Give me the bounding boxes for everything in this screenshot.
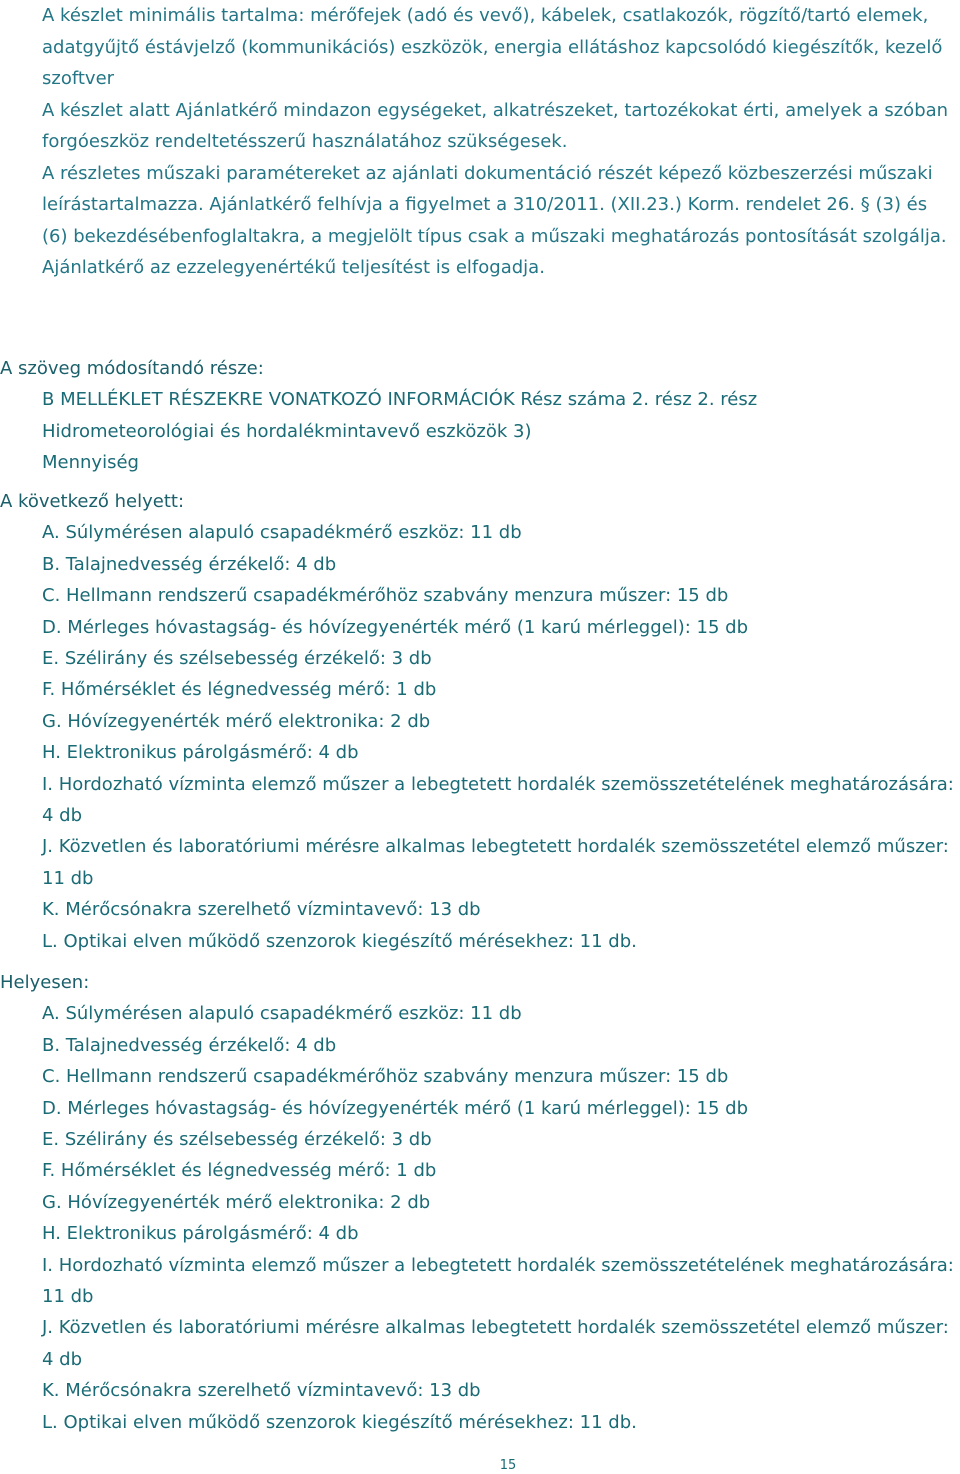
list-item: L. Optikai elven működő szenzorok kiegészítő mérésekhez: 11 db.	[42, 1411, 637, 1433]
correct-heading: Helyesen:	[0, 972, 90, 993]
list-item: A. Súlymérésen alapuló csapadékmérő eszköz: 11 db	[42, 1003, 522, 1025]
page-number: 15	[499, 1458, 517, 1473]
list-item: K. Mérőcsónakra szerelhető vízmintavevő: 13 db	[42, 1380, 481, 1402]
intro-paragraph-2: A készlet alatt Ajánlatkérő mindazon egységeket, alkatrészeket, tartozékokat érti, amelyek a szóban forgóeszköz rendeltetésszerű használatához szükségesek.	[42, 99, 949, 152]
instead-of-section	[0, 486, 960, 957]
modification-line-1: B MELLÉKLET RÉSZEKRE VONATKOZÓ INFORMÁCIÓK Rész száma 2. rész 2. rész	[42, 389, 758, 411]
intro-text	[42, 0, 958, 284]
list-item: F. Hőmérséklet és légnedvesség mérő: 1 db	[42, 1160, 437, 1182]
list-item: D. Mérleges hóvastagság- és hóvízegyenérték mérő (1 karú mérleggel): 15 db	[42, 616, 749, 638]
list-item: C. Hellmann rendszerű csapadékmérőhöz szabvány menzura műszer: 15 db	[42, 1066, 729, 1088]
list-item: G. Hóvízegyenérték mérő elektronika: 2 db	[42, 710, 431, 732]
list-item: C. Hellmann rendszerű csapadékmérőhöz szabvány menzura műszer: 15 db	[42, 585, 729, 607]
list-item: I. Hordozható vízminta elemző műszer a lebegtetett hordalék szemösszetételének meghatározására: 4 db	[42, 773, 954, 827]
intro-paragraph-1: A készlet minimális tartalma: mérőfejek (adó és vevő), kábelek, csatlakozók, rögzítő/tartó elemek, adatgyűjtő éstávjelző (kommunikációs) eszközök, energia ellátáshoz kapcsolódó kiegészítők, kezelő szoftver	[42, 5, 943, 89]
list-item: B. Talajnedvesség érzékelő: 4 db	[42, 1034, 337, 1056]
correct-list	[0, 998, 960, 1438]
list-item: A. Súlymérésen alapuló csapadékmérő eszköz: 11 db	[42, 522, 522, 544]
instead-of-list	[0, 517, 960, 957]
list-item: B. Talajnedvesség érzékelő: 4 db	[42, 553, 337, 575]
intro-paragraph-3: A részletes műszaki paramétereket az ajánlati dokumentáció részét képező közbeszerzési műszaki leírástartalmazza. Ajánlatkérő felhívja a figyelmet a 310/2011. (XII.23.) Korm. rendelet 26. § (3) és (6) bekezdésébenfoglaltakra, a megjelölt típus csak a műszaki meghatározás pontosítását szolgálja. Ajánlatkérő az ezzelegyenértékű teljesítést is elfogadja.	[42, 162, 947, 278]
list-item: H. Elektronikus párolgásmérő: 4 db	[42, 742, 359, 764]
list-item: F. Hőmérséklet és légnedvesség mérő: 1 db	[42, 679, 437, 701]
modification-line-3: Mennyiség	[42, 452, 139, 474]
list-item: E. Szélirány és szélsebesség érzékelő: 3 db	[42, 648, 432, 670]
list-item: E. Szélirány és szélsebesség érzékelő: 3 db	[42, 1129, 432, 1151]
list-item: J. Közvetlen és laboratóriumi mérésre alkalmas lebegtetett hordalék szemösszetétel elemző műszer: 11 db	[42, 836, 949, 889]
list-item: K. Mérőcsónakra szerelhető vízmintavevő: 13 db	[42, 899, 481, 921]
correct-section	[0, 967, 960, 1438]
instead-of-heading: A következő helyett:	[0, 491, 185, 512]
modification-line-2: Hidrometeorológiai és hordalékmintavevő eszközök 3)	[42, 420, 532, 442]
list-item: I. Hordozható vízminta elemző műszer a lebegtetett hordalék szemösszetételének meghatározására: 11 db	[42, 1254, 954, 1308]
list-item: H. Elektronikus párolgásmérő: 4 db	[42, 1223, 359, 1245]
modification-section	[0, 353, 960, 479]
list-item: D. Mérleges hóvastagság- és hóvízegyenérték mérő (1 karú mérleggel): 15 db	[42, 1097, 749, 1119]
modification-heading: A szöveg módosítandó része:	[0, 358, 264, 379]
list-item: J. Közvetlen és laboratóriumi mérésre alkalmas lebegtetett hordalék szemösszetétel elemző műszer: 4 db	[42, 1317, 949, 1370]
list-item: L. Optikai elven működő szenzorok kiegészítő mérésekhez: 11 db.	[42, 930, 637, 952]
list-item: G. Hóvízegyenérték mérő elektronika: 2 db	[42, 1191, 431, 1213]
